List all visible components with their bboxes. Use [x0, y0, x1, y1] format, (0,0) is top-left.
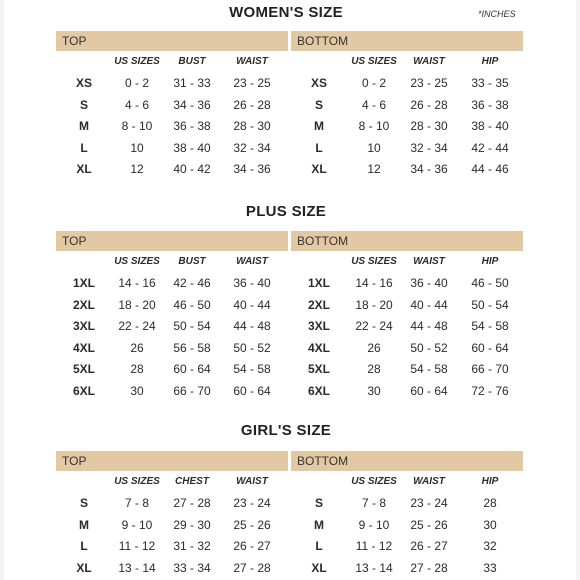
table-header-bar: BOTTOM: [291, 451, 523, 471]
column-header: US SIZES: [114, 476, 160, 487]
table-cell: 32: [483, 539, 497, 553]
table-cell: 13 - 14: [118, 560, 156, 575]
table-cell: 54 - 58: [233, 362, 271, 376]
table-cell: 60 - 64: [173, 362, 211, 376]
table-cell: 12: [130, 162, 144, 176]
table-cell: 23 - 24: [410, 496, 448, 510]
table-cell: 60 - 64: [410, 383, 448, 398]
table-row: [291, 273, 523, 295]
table-cell: 14 - 16: [118, 276, 156, 290]
table-cell: 26 - 28: [233, 97, 271, 112]
size-label: 3XL: [72, 319, 96, 333]
table-cell: 28: [483, 496, 497, 510]
table-cell: 44 - 46: [471, 162, 509, 176]
size-label: S: [314, 496, 324, 510]
table-cell: 30: [483, 517, 497, 532]
table-cell: 8 - 10: [358, 119, 390, 133]
size-label: XS: [75, 76, 93, 90]
table-row: [291, 515, 523, 537]
table-cell: 32 - 34: [233, 140, 271, 155]
column-header: US SIZES: [351, 476, 397, 487]
size-label: 4XL: [72, 340, 96, 355]
column-header: WAIST: [236, 476, 268, 487]
column-header: WAIST: [413, 476, 445, 487]
column-header: WAIST: [236, 256, 268, 267]
table-cell: 38 - 40: [471, 119, 509, 133]
table-cell: 12: [367, 162, 381, 176]
size-label: L: [80, 539, 88, 553]
column-header: HIP: [481, 476, 499, 487]
table-cell: 72 - 76: [471, 383, 509, 398]
table-row: [291, 73, 523, 95]
table-cell: 50 - 52: [233, 340, 271, 355]
table-cell: 0 - 2: [361, 76, 387, 90]
table-row: [56, 95, 288, 117]
table-cell: 14 - 16: [355, 276, 393, 290]
column-header-row: [291, 251, 523, 273]
column-header-row: [291, 51, 523, 73]
table-cell: 22 - 24: [355, 319, 393, 333]
table-cell: 66 - 70: [471, 362, 509, 376]
table-cell: 42 - 46: [173, 276, 211, 290]
table-cell: 33: [483, 560, 497, 575]
table-cell: 28: [367, 362, 381, 376]
table-row: [291, 381, 523, 403]
table-cell: 28: [130, 362, 144, 376]
table-cell: 66 - 70: [173, 383, 211, 398]
table-row: [56, 493, 288, 515]
table-cell: 34 - 36: [233, 162, 271, 176]
table-cell: 22 - 24: [118, 319, 156, 333]
size-label: 6XL: [72, 383, 96, 398]
table-cell: 54 - 58: [410, 362, 448, 376]
size-label: XL: [76, 560, 92, 575]
table-row: [56, 116, 288, 138]
size-label: XS: [310, 76, 328, 90]
table-cell: 23 - 25: [410, 76, 448, 90]
table-cell: 40 - 44: [233, 297, 271, 312]
table-cell: 50 - 54: [173, 319, 211, 333]
table-cell: 36 - 40: [233, 276, 271, 290]
column-header: HIP: [481, 256, 499, 267]
table-cell: 10: [130, 140, 144, 155]
table-row: [291, 359, 523, 381]
table-cell: 38 - 40: [173, 140, 211, 155]
table-row: [291, 116, 523, 138]
table-row: [291, 536, 523, 558]
table-header-bar: TOP: [56, 231, 288, 251]
women-s-size-bottom-table: [291, 31, 523, 181]
table-cell: 11 - 12: [355, 539, 393, 553]
size-label: M: [314, 119, 324, 133]
girl-s-size-top-table: [56, 451, 288, 579]
table-row: [56, 381, 288, 403]
column-header-row: [56, 251, 288, 273]
column-header: US SIZES: [114, 56, 160, 67]
size-label: XL: [311, 560, 327, 575]
table-row: [291, 159, 523, 181]
size-label: 5XL: [72, 362, 96, 376]
table-row: [291, 295, 523, 317]
table-row: [291, 493, 523, 515]
table-cell: 30: [367, 383, 381, 398]
column-header: WAIST: [413, 56, 445, 67]
size-label: L: [315, 140, 323, 155]
table-cell: 26 - 27: [410, 539, 448, 553]
table-row: [56, 558, 288, 580]
table-cell: 28 - 30: [410, 119, 448, 133]
column-header: US SIZES: [351, 56, 397, 67]
table-row: [56, 138, 288, 160]
table-cell: 46 - 50: [471, 276, 509, 290]
table-cell: 11 - 12: [118, 539, 156, 553]
table-cell: 44 - 48: [410, 319, 448, 333]
table-row: [56, 316, 288, 338]
table-cell: 44 - 48: [233, 319, 271, 333]
table-row: [291, 558, 523, 580]
table-row: [291, 316, 523, 338]
table-row: [291, 138, 523, 160]
table-cell: 8 - 10: [121, 119, 153, 133]
size-label: 6XL: [307, 383, 331, 398]
table-cell: 33 - 34: [173, 560, 211, 575]
column-header: BUST: [178, 256, 206, 267]
table-cell: 56 - 58: [173, 340, 211, 355]
table-cell: 36 - 40: [410, 276, 448, 290]
table-cell: 25 - 26: [233, 517, 271, 532]
units-note: *INCHES: [478, 9, 516, 19]
section-title-plus-size: PLUS SIZE: [245, 203, 327, 220]
table-header-bar: BOTTOM: [291, 31, 523, 51]
table-cell: 46 - 50: [173, 297, 211, 312]
table-cell: 10: [367, 140, 381, 155]
column-header-row: [291, 471, 523, 493]
table-cell: 34 - 36: [173, 97, 211, 112]
table-cell: 31 - 32: [173, 539, 211, 553]
table-cell: 54 - 58: [471, 319, 509, 333]
table-cell: 40 - 42: [173, 162, 211, 176]
table-cell: 36 - 38: [471, 97, 509, 112]
size-label: S: [79, 97, 89, 112]
table-cell: 27 - 28: [233, 560, 271, 575]
table-row: [56, 73, 288, 95]
table-row: [291, 338, 523, 360]
column-header-row: [56, 471, 288, 493]
table-header-bar: BOTTOM: [291, 231, 523, 251]
table-cell: 7 - 8: [361, 496, 387, 510]
table-row: [291, 95, 523, 117]
size-label: 2XL: [307, 297, 331, 312]
column-header: CHEST: [175, 476, 209, 487]
table-cell: 7 - 8: [124, 496, 150, 510]
table-cell: 25 - 26: [410, 517, 448, 532]
table-cell: 4 - 6: [124, 97, 150, 112]
women-s-size-top-table: [56, 31, 288, 181]
table-cell: 42 - 44: [471, 140, 509, 155]
size-label: 1XL: [307, 276, 331, 290]
size-label: L: [315, 539, 323, 553]
table-cell: 26: [130, 340, 144, 355]
table-cell: 18 - 20: [118, 297, 156, 312]
table-cell: 28 - 30: [233, 119, 271, 133]
table-cell: 50 - 54: [471, 297, 509, 312]
table-row: [56, 359, 288, 381]
column-header: US SIZES: [351, 256, 397, 267]
table-cell: 9 - 10: [358, 517, 390, 532]
table-header-bar: TOP: [56, 31, 288, 51]
table-row: [56, 159, 288, 181]
table-cell: 26 - 27: [233, 539, 271, 553]
table-row: [56, 515, 288, 537]
column-header: WAIST: [236, 56, 268, 67]
table-row: [56, 338, 288, 360]
plus-size-bottom-table: [291, 231, 523, 402]
table-cell: 26: [367, 340, 381, 355]
column-header: HIP: [481, 56, 499, 67]
section-title-women-s-size: WOMEN'S SIZE: [229, 4, 343, 21]
table-row: [56, 536, 288, 558]
table-cell: 26 - 28: [410, 97, 448, 112]
size-label: S: [79, 496, 89, 510]
table-cell: 60 - 64: [233, 383, 271, 398]
table-cell: 27 - 28: [173, 496, 211, 510]
table-cell: 34 - 36: [410, 162, 448, 176]
size-label: M: [79, 119, 89, 133]
size-label: M: [314, 517, 324, 532]
plus-size-top-table: [56, 231, 288, 402]
table-cell: 29 - 30: [173, 517, 211, 532]
size-label: 3XL: [307, 319, 331, 333]
table-cell: 31 - 33: [173, 76, 211, 90]
table-cell: 18 - 20: [355, 297, 393, 312]
size-label: XL: [76, 162, 92, 176]
table-cell: 32 - 34: [410, 140, 448, 155]
table-row: [56, 295, 288, 317]
size-label: 5XL: [307, 362, 331, 376]
table-cell: 36 - 38: [173, 119, 211, 133]
table-cell: 33 - 35: [471, 76, 509, 90]
column-header: US SIZES: [114, 256, 160, 267]
size-label: L: [80, 140, 88, 155]
column-header: WAIST: [413, 256, 445, 267]
table-cell: 9 - 10: [121, 517, 153, 532]
table-cell: 13 - 14: [355, 560, 393, 575]
table-header-bar: TOP: [56, 451, 288, 471]
size-label: 2XL: [72, 297, 96, 312]
table-cell: 27 - 28: [410, 560, 448, 575]
table-row: [56, 273, 288, 295]
column-header-row: [56, 51, 288, 73]
size-label: M: [79, 517, 89, 532]
section-title-girl-s-size: GIRL'S SIZE: [240, 422, 332, 439]
size-label: XL: [311, 162, 327, 176]
table-cell: 30: [130, 383, 144, 398]
size-label: S: [314, 97, 324, 112]
table-cell: 23 - 24: [233, 496, 271, 510]
girl-s-size-bottom-table: [291, 451, 523, 579]
table-cell: 0 - 2: [124, 76, 150, 90]
column-header: BUST: [178, 56, 206, 67]
size-label: 1XL: [72, 276, 96, 290]
table-cell: 50 - 52: [410, 340, 448, 355]
size-label: 4XL: [307, 340, 331, 355]
table-cell: 60 - 64: [471, 340, 509, 355]
table-cell: 23 - 25: [233, 76, 271, 90]
table-cell: 40 - 44: [410, 297, 448, 312]
table-cell: 4 - 6: [361, 97, 387, 112]
